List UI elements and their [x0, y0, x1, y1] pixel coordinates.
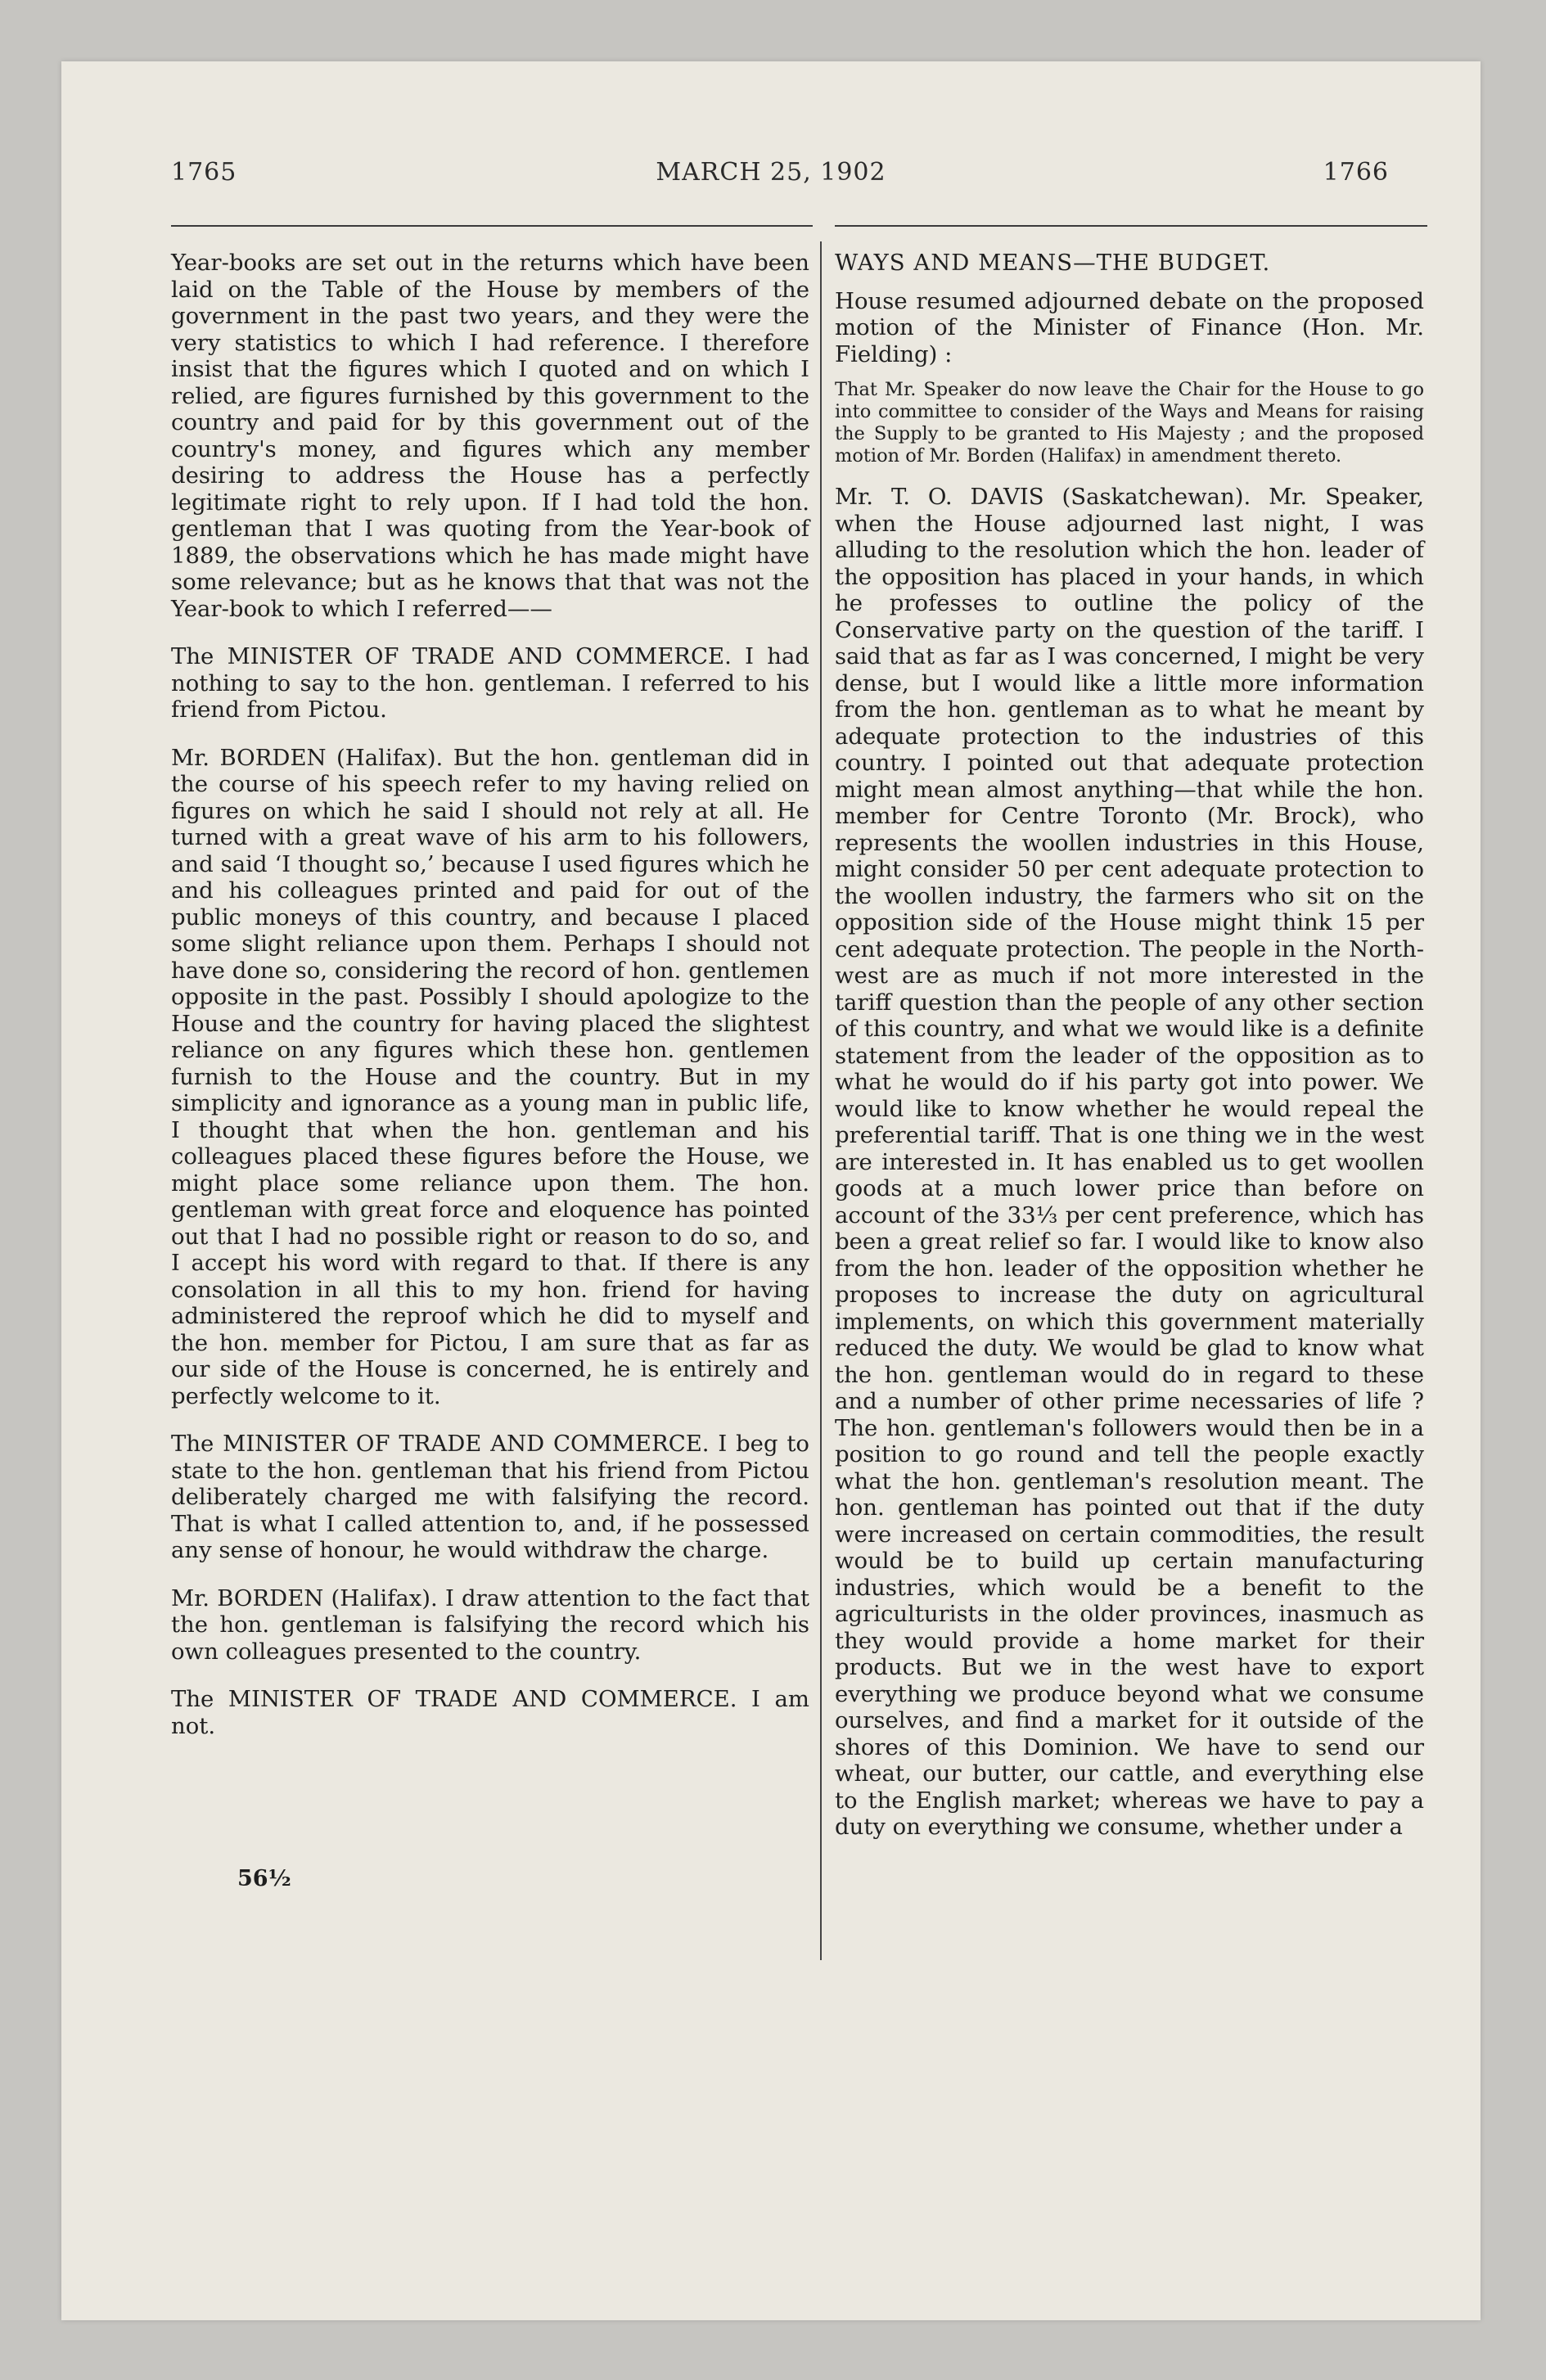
page-header: [61, 158, 1481, 191]
left-column: [171, 250, 809, 1739]
signature-mark: 56½: [237, 1866, 291, 1891]
header-rule-left: [171, 225, 813, 227]
paragraph: The MINISTER OF TRADE AND COMMERCE. I beg to state to the hon. gentleman that his friend from Pictou deliberately charged me with falsifying the record. That is what I called attention to, and, if he possessed any sense of honour, he would withdraw the charge.: [171, 1431, 809, 1563]
right-column: [835, 250, 1424, 1841]
column-divider: [820, 241, 822, 1960]
page-number-right: 1766: [1323, 158, 1389, 187]
header-rule-right: [835, 225, 1427, 227]
page-number-left: 1765: [171, 158, 237, 187]
page-date: MARCH 25, 1902: [656, 158, 886, 187]
paragraph: The MINISTER OF TRADE AND COMMERCE. I am not.: [171, 1686, 809, 1739]
paragraph: Mr. BORDEN (Halifax). But the hon. gentleman did in the course of his speech refer to my having relied on figures on which he said I should not rely at all. He turned with a great wave of his arm to his followers, and said ‘I thought so,’ because I used figures which he and his colleagues printed and paid for out of the public moneys of this country, and because I placed some slight reliance upon them. Perhaps I should not have done so, considering the record of hon. gentlemen opposite in the past. Possibly I should apologize to the House and the country for having placed the slightest reliance on any figures which these hon. gentlemen furnish to the House and the country. But in my simplicity and ignorance as a young man in public life, I thought that when the hon. gentleman and his colleagues placed these figures before the House, we might place some reliance upon them. The hon. gentleman with great force and eloquence has pointed out that I had no possible right or reason to do so, and I accept his word with regard to that. If there is any consolation in all this to my hon. friend for having administered the reproof which he did to myself and the hon. member for Pictou, I am sure that as far as our side of the House is concerned, he is entirely and perfectly welcome to it.: [171, 744, 809, 1409]
paragraph: House resumed adjourned debate on the proposed motion of the Minister of Finance (Hon. Mr. Fielding) :: [835, 287, 1424, 367]
document-page: [61, 61, 1481, 2320]
paragraph: Mr. BORDEN (Halifax). I draw attention to the fact that the hon. gentleman is falsifying the record which his own colleagues presented to the country.: [171, 1584, 809, 1665]
paragraph: The MINISTER OF TRADE AND COMMERCE. I had nothing to say to the hon. gentleman. I referred to his friend from Pictou.: [171, 643, 809, 723]
section-heading: WAYS AND MEANS—THE BUDGET.: [835, 250, 1271, 276]
paragraph: Mr. T. O. DAVIS (Saskatchewan). Mr. Speaker, when the House adjourned last night, I was alluding to the resolution which the hon. leader of the opposition has placed in your hands, in which he professes to outline the policy of the Conservative party on the question of the tariff. I said that as far as I was concerned, I might be very dense, but I would like a little more information from the hon. gentleman as to what he meant by adequate protection to the industries of this country. I pointed out that adequate protection might mean almost anything—that while the hon. member for Centre Toronto (Mr. Brock), who represents the woollen industries in this House, might consider 50 per cent adequate protection to the woollen industry, the farmers who sit on the opposition side of the House might think 15 per cent adequate protection. The people in the North-west are as much if not more interested in the tariff question than the people of any other section of this country, and what we would like is a definite statement from the leader of the opposition as to what he would do if his party got into power. We would like to know whether he would repeal the preferential tariff. That is one thing we in the west are interested in. It has enabled us to get woollen goods at a much lower price than before on account of the 33⅓ per cent preference, which has been a great relief so far. I would like to know also from the hon. leader of the opposition whether he proposes to increase the duty on agricultural implements, on which this government materially reduced the duty. We would be glad to know what the hon. gentleman would do in regard to these and a number of other prime necessaries of life ? The hon. gentleman's followers would then be in a position to go round and tell the people exactly what the hon. gentleman's resolution meant. The hon. gentleman has pointed out that if the duty were increased on certain commodities, the result would be to build up certain manufacturing industries, which would be a benefit to the agriculturists in the older provinces, inasmuch as they would provide a home market for their products. But we in the west have to export everything we produce beyond what we consume ourselves, and find a market for it outside of the shores of this Dominion. We have to send our wheat, our butter, our cattle, and everything else to the English market; whereas we have to pay a duty on everything we consume, whether under a: [835, 484, 1424, 1840]
motion-text: That Mr. Speaker do now leave the Chair for the House to go into committee to consider of the Ways and Means for raising the Supply to be granted to His Majesty ; and the proposed motion of Mr. Borden (Halifax) in amendment thereto.: [835, 379, 1424, 467]
paragraph: Year-books are set out in the returns which have been laid on the Table of the House by members of the government in the past two years, and they were the very statistics to which I had reference. I therefore insist that the figures which I quoted and on which I relied, are figures furnished by this government to the country and paid for by this government out of the country's money, and figures which any member desiring to address the House has a perfectly legitimate right to rely upon. If I had told the hon. gentleman that I was quoting from the Year-book of 1889, the observations which he has made might have some relevance; but as he knows that that was not the Year-book to which I referred——: [171, 250, 809, 622]
